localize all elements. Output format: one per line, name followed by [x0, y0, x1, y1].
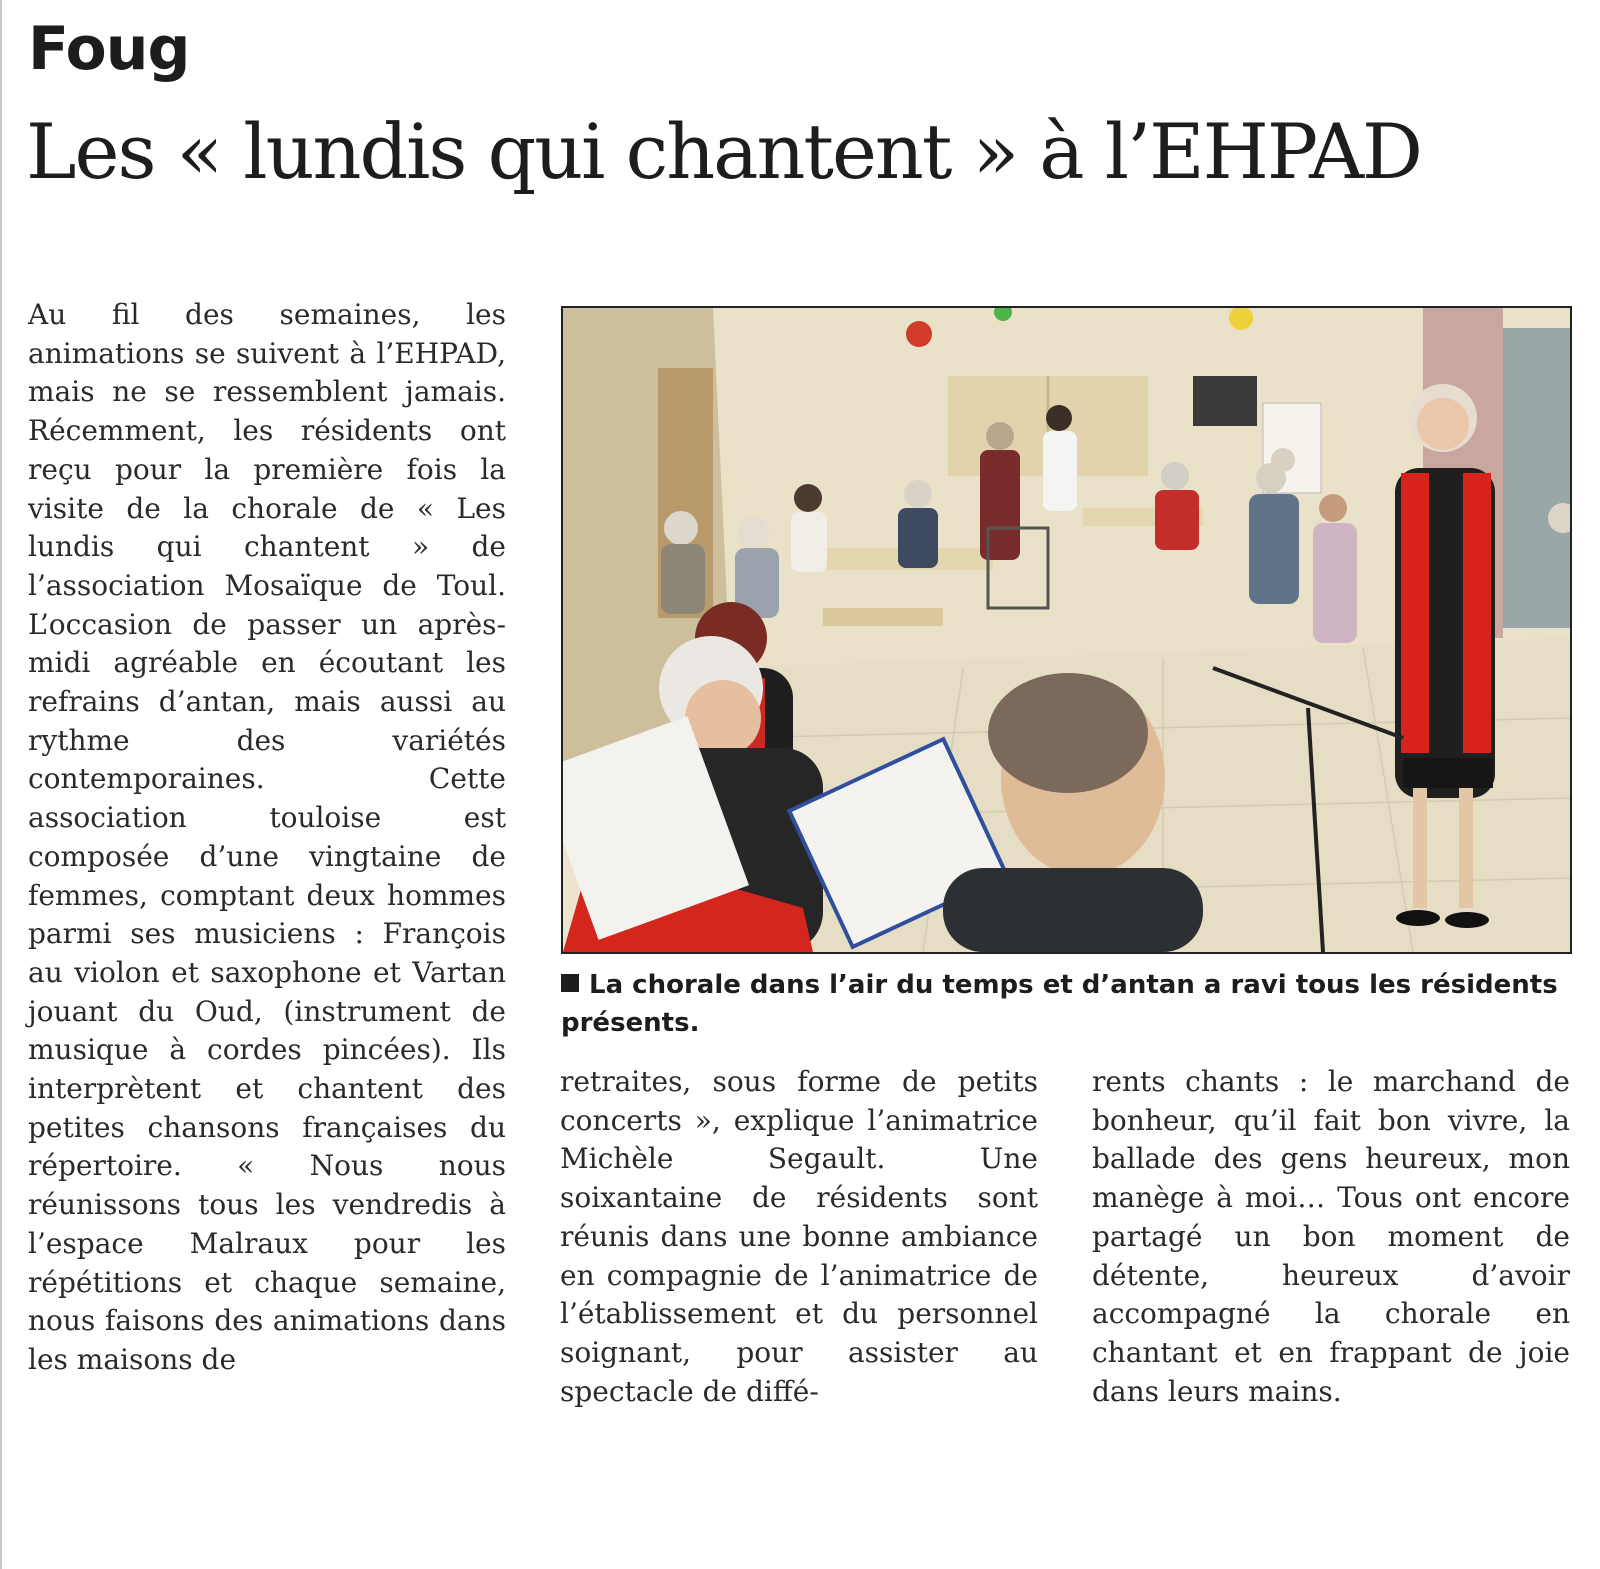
photo-caption [561, 966, 1572, 1042]
article-photo [561, 306, 1572, 954]
section-title: Foug [28, 14, 190, 84]
square-bullet-icon [561, 974, 579, 992]
headline: Les « lundis qui chantent » à l’EHPAD [26, 107, 1421, 196]
article-column-3: rents chants : le marchand de bonheur, qu’il fait bon vivre, la ballade des gens heureux, mon manège à moi… Tous ont encore partagé un bon moment de détente, heureux d’avoir accompagné la chorale en chantant et en frappant de joie dans leurs mains. [1092, 1065, 1570, 1408]
page-border [0, 0, 2, 1569]
choir-photo-icon [563, 308, 1570, 952]
caption-text: La chorale dans l’air du temps et d’antan a ravi tous les résidents présents. [561, 970, 1558, 1038]
article-column-2: retraites, sous forme de petits concerts », explique l’animatrice Michèle Segault. Une soixantaine de résidents sont réunis dans une bonne ambiance en compagnie de l’animatrice de l’établissement et du personnel soignant, pour assister au spectacle de diffé- [560, 1065, 1038, 1408]
article-column-1: Au fil des semaines, les animations se suivent à l’EHPAD, mais ne se ressemblent jamais. Récemment, les résidents ont reçu pour la première fois la visite de la chorale de « Les lundis qui chantent » de l’association Mosaïque de Toul. L’occasion de passer un après-midi agréable en écoutant les refrains d’antan, mais aussi au rythme des variétés contemporaines. Cette association touloise est composée d’une vingtaine de femmes, comptant deux hommes parmi ses musiciens : François au violon et saxophone et Vartan jouant du Oud, (instrument de musique à cordes pincées). Ils interprètent et chantent des petites chansons françaises du répertoire. « Nous nous réunissons tous les vendredis à l’espace Malraux pour les répétitions et chaque semaine, nous faisons des animations dans les maisons de [28, 298, 506, 1376]
